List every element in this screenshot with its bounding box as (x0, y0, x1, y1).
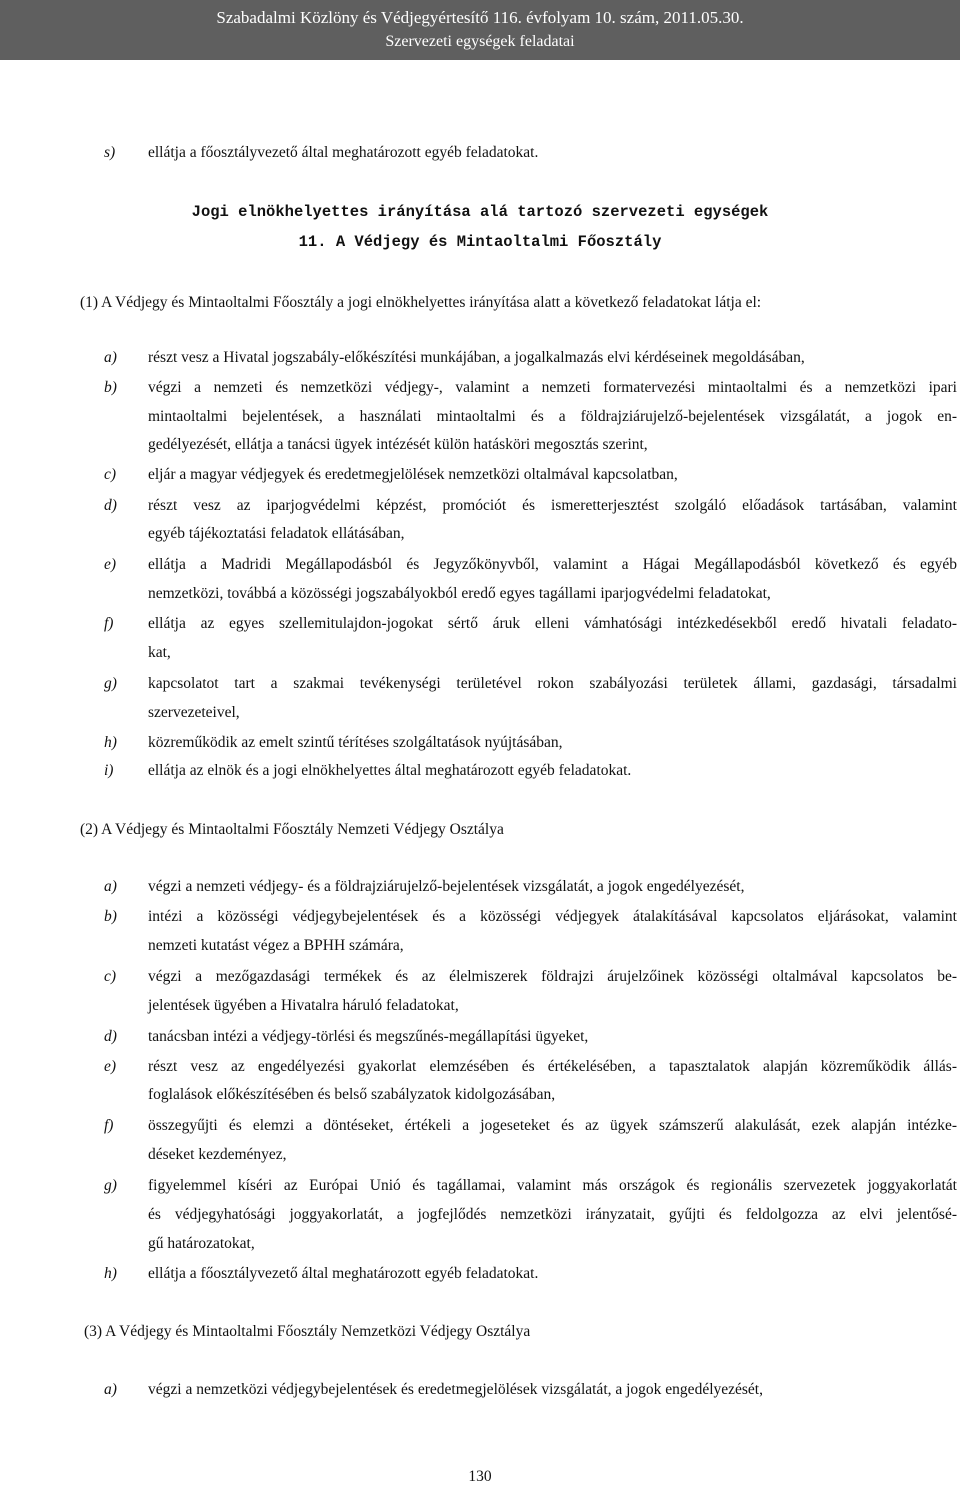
item-label: a) (104, 878, 117, 895)
item-label: h) (104, 1265, 117, 1282)
item-line: közreműködik az emelt szintű térítéses szolgáltatások nyújtásában, (148, 734, 563, 751)
page-header (0, 0, 960, 60)
group-heading: Jogi elnökhelyettes irányítása alá tartozó szervezeti egységek (191, 203, 769, 221)
journal-title: Szabadalmi Közlöny és Védjegyértesítő 116. évfolyam 10. szám, 2011.05.30. (216, 8, 744, 27)
item-line: eljár a magyar védjegyek és eredetmegjelölések nemzetközi oltalmával kapcsolatban, (148, 466, 678, 483)
item-line: intézi a közösségi védjegybejelentések és a közösségi védjegyek átalakításával kapcsolatos eljárásokat, valamint (148, 908, 957, 925)
item-line: kat, (148, 644, 171, 661)
item-label: f) (104, 1117, 114, 1134)
item-line: nemzeti kutatást végez a BPHH számára, (148, 937, 404, 954)
item-label: b) (104, 379, 117, 396)
item-label: e) (104, 556, 117, 573)
item-label: a) (104, 1381, 117, 1398)
item-label: f) (104, 615, 114, 632)
item-label: c) (104, 968, 117, 985)
page-number: 130 (468, 1468, 492, 1485)
item-line: és védjegyhatósági joggyakorlatát, a jogfejlődés nemzetközi irányzatait, gyűjti és feldolgozza az elvi jelentősé- (148, 1206, 957, 1223)
item-label: h) (104, 734, 117, 751)
item-line: részt vesz az engedélyezési gyakorlat elemzésében és értékelésében, a tapasztalatok alapján közreműködik állás- (148, 1058, 957, 1075)
item-line: szervezeteivel, (148, 704, 240, 721)
item-label: b) (104, 908, 117, 925)
section1-intro: (1) A Védjegy és Mintaoltalmi Főosztály a jogi elnökhelyettes irányítása alatt a következő feladatokat látja el: (80, 294, 762, 311)
item-line: részt vesz a Hivatal jogszabály-előkészítési munkájában, a jogalkalmazás elvi kérdéseinek megoldásában, (148, 349, 805, 366)
item-label: g) (104, 675, 117, 692)
item-label: d) (104, 497, 117, 514)
item-line: összegyűjti és elemzi a döntéseket, értékeli a jogeseteket és az ügyek számszerű alakulását, ezek alapján intézke- (148, 1117, 957, 1134)
item-line: ellátja a Madridi Megállapodásból és Jegyzőkönyvből, valamint a Hágai Megállapodásból következő és egyéb (148, 556, 957, 573)
item-line: foglalások előkészítésében és belső szabályzatok kidolgozásában, (148, 1086, 556, 1103)
item-line: végzi a nemzeti és nemzetközi védjegy-, valamint a nemzeti formatervezési mintaoltalmi és a nemzetközi ipari (148, 379, 957, 396)
item-line: nemzetközi, továbbá a közösségi jogszabályokból eredő egyes tagállami iparjogvédelmi feladatokat, (148, 585, 771, 602)
item-line: gedélyezését, ellátja a tanácsi ügyek intézését külön hatásköri megosztás szerint, (148, 436, 648, 453)
item-line: jelentések ügyében a Hivatalra háruló feladatokat, (148, 997, 459, 1014)
item-line: tanácsban intézi a védjegy-törlési és megszűnés-megállapítási ügyeket, (148, 1028, 589, 1045)
item-line: részt vesz az iparjogvédelmi képzést, promóciót és ismeretterjesztést szolgáló előadások tartásában, valamint (148, 497, 957, 514)
item-line: végzi a mezőgazdasági termékek és az élelmiszerek földrajzi árujelzőinek közösségi oltalmával kapcsolatos be- (148, 968, 957, 985)
item-line: egyéb tájékoztatási feladatok ellátásában, (148, 525, 405, 542)
item-line: gű határozatokat, (148, 1235, 255, 1252)
item-line: déseket kezdeményez, (148, 1146, 287, 1163)
item-line: ellátja az egyes szellemitulajdon-jogokat sértő áruk elleni vámhatósági intézkedésekből eredő hivatali feladato- (148, 615, 957, 632)
section-title: Szervezeti egységek feladatai (385, 33, 575, 50)
item-label: i) (104, 762, 114, 779)
item-label: s) (104, 144, 116, 161)
item-line: ellátja a főosztályvezető által meghatározott egyéb feladatokat. (148, 1265, 539, 1282)
section3-intro: (3) A Védjegy és Mintaoltalmi Főosztály Nemzetközi Védjegy Osztálya (84, 1323, 531, 1340)
item-line: mintaoltalmi bejelentések, a használati mintaoltalmi és a földrajziárujelző-bejelentések vizsgálatát, a jogok en- (148, 408, 957, 425)
item-label: g) (104, 1177, 117, 1194)
item-label: d) (104, 1028, 117, 1045)
item-line: kapcsolatot tart a szakmai tevékenységi területével rokon szabályozási területek állami, gazdasági, társadalmi (148, 675, 957, 692)
item-label: e) (104, 1058, 117, 1075)
item-label: a) (104, 349, 117, 366)
item-line: végzi a nemzeti védjegy- és a földrajziárujelző-bejelentések vizsgálatát, a jogok engedélyezését, (148, 878, 745, 895)
item-label: c) (104, 466, 117, 483)
item-text: ellátja a főosztályvezető által meghatározott egyéb feladatokat. (148, 144, 539, 161)
item-line: figyelemmel kíséri az Európai Unió és tagállamai, valamint más országok és regionális szervezetek joggyakorlatát (148, 1177, 957, 1194)
item-line: végzi a nemzetközi védjegybejelentések és eredetmegjelölések vizsgálatát, a jogok engedélyezését, (148, 1381, 763, 1398)
section2-intro: (2) A Védjegy és Mintaoltalmi Főosztály Nemzeti Védjegy Osztálya (80, 821, 504, 838)
department-heading: 11. A Védjegy és Mintaoltalmi Főosztály (298, 233, 662, 251)
item-line: ellátja az elnök és a jogi elnökhelyettes által meghatározott egyéb feladatokat. (148, 762, 632, 779)
